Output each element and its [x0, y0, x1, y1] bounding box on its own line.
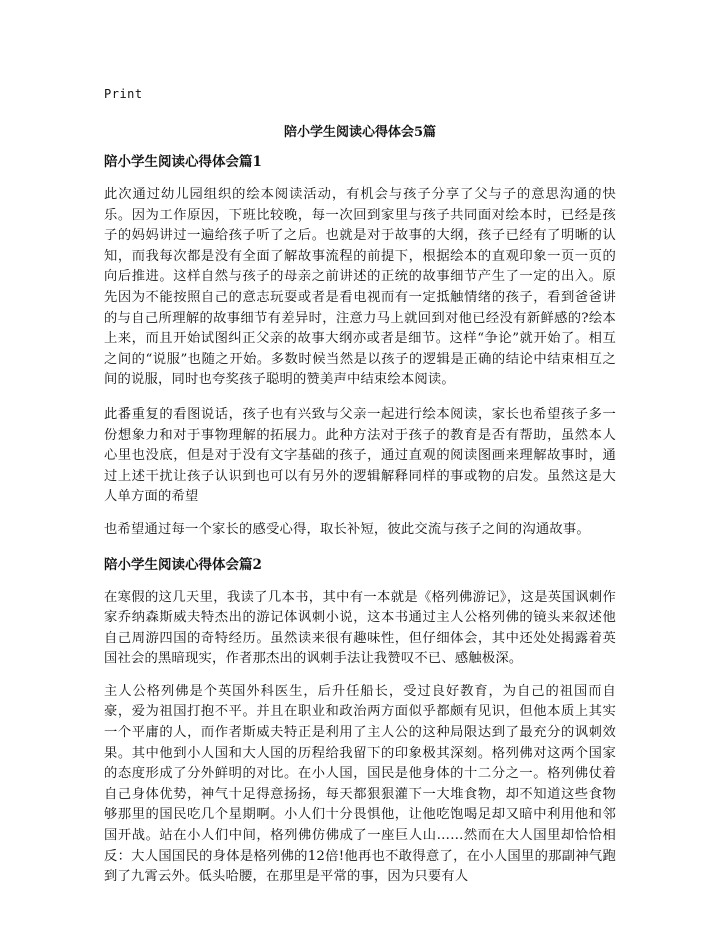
paragraph: 此次通过幼儿园组织的绘本阅读活动，有机会与孩子分享了父与子的意思沟通的快乐。因为工作原因，下班比较晚，每一次回到家里与孩子共同面对绘本时，已经是孩子的妈妈讲过一遍给孩子听了之后。也就是对于故事的大纲，孩子已经有了明晰的认知，而我每次都是没有全面了解故事流程的前提下，根据绘本的直观印象一页一页的向后推进。这样自然与孩子的母亲之前讲述的正统的故事细节产生了一定的出入。原先因为不能按照自己的意志玩耍或者是看电视而有一定抵触情绪的孩子，看到爸爸讲的与自己所理解的故事细节有差异时，注意力马上就回到对他已经没有新鲜感的?绘本上来，而且开始试图纠正父亲的故事大纲亦或者是细节。这样“争论”就开始了。相互之间的“说服”也随之开始。多数时候当然是以孩子的逻辑是正确的结论中结束相互之间的说服，同时也夸奖孩子聪明的赞美声中结束绘本阅读。	[104, 187, 616, 388]
document-body	[104, 152, 616, 902]
document-title: 陪小学生阅读心得体会5篇	[283, 125, 437, 140]
paragraph: 主人公格列佛是个英国外科医生，后升任船长，受过良好教育，为自己的祖国而自豪，爱为祖国打抱不平。并且在职业和政治两方面似乎都颇有见识，但他本质上其实一个平庸的人，而作者斯威夫特正是利用了主人公的这种局限达到了最充分的讽刺效果。其中他到小人国和大人国的历程给我留下的印象极其深刻。格列佛对这两个国家的态度形成了分外鲜明的对比。在小人国，国民是他身体的十二分之一。格列佛仗着自己身体优势，神气十足得意扬扬，每天都狠狠灌下一大堆食物，却不知道这些食物够那里的国民吃几个星期啊。小人们十分畏惧他，让他吃饱喝足却又暗中利用他和邻国开战。站在小人们中间，格列佛仿佛成了一座巨人山……然而在大人国里却恰恰相反：大人国国民的身体是格列佛的12倍!他再也不敢得意了，在小人国里的那副神气跑到了九霄云外。低头哈腰，在那里是平常的事，因为只要有人	[104, 683, 616, 885]
paragraph: 在寒假的这几天里，我读了几本书，其中有一本就是《格列佛游记》，这是英国讽刺作家乔纳森斯威夫特杰出的游记体讽刺小说，这本书通过主人公格列佛的镜头来叙述他自己周游四国的奇特经历。虽然读来很有趣味性，但仔细体会，其中还处处揭露着英国社会的黑暗现实，作者那杰出的讽刺手法让我赞叹不已、感触极深。	[104, 589, 616, 667]
section-heading-1: 陪小学生阅读心得体会篇1	[104, 154, 262, 170]
print-label: Print	[104, 87, 143, 101]
section-heading-2: 陪小学生阅读心得体会篇2	[104, 556, 262, 573]
paragraph: 也希望通过每一个家长的感受心得，取长补短，彼此交流与孩子之间的沟通故事。	[104, 521, 590, 537]
paragraph: 此番重复的看图说话，孩子也有兴致与父亲一起进行绘本阅读，家长也希望孩子多一份想象力和对于事物理解的拓展力。此种方法对于孩子的教育是否有帮助，虽然本人心里也没底，但是对于没有文字基础的孩子，通过直观的阅读图画来理解故事时，通过上述干扰让孩子认识到也可以有另外的逻辑解释同样的事或物的启发。虽然这是大人单方面的希望	[104, 406, 616, 505]
